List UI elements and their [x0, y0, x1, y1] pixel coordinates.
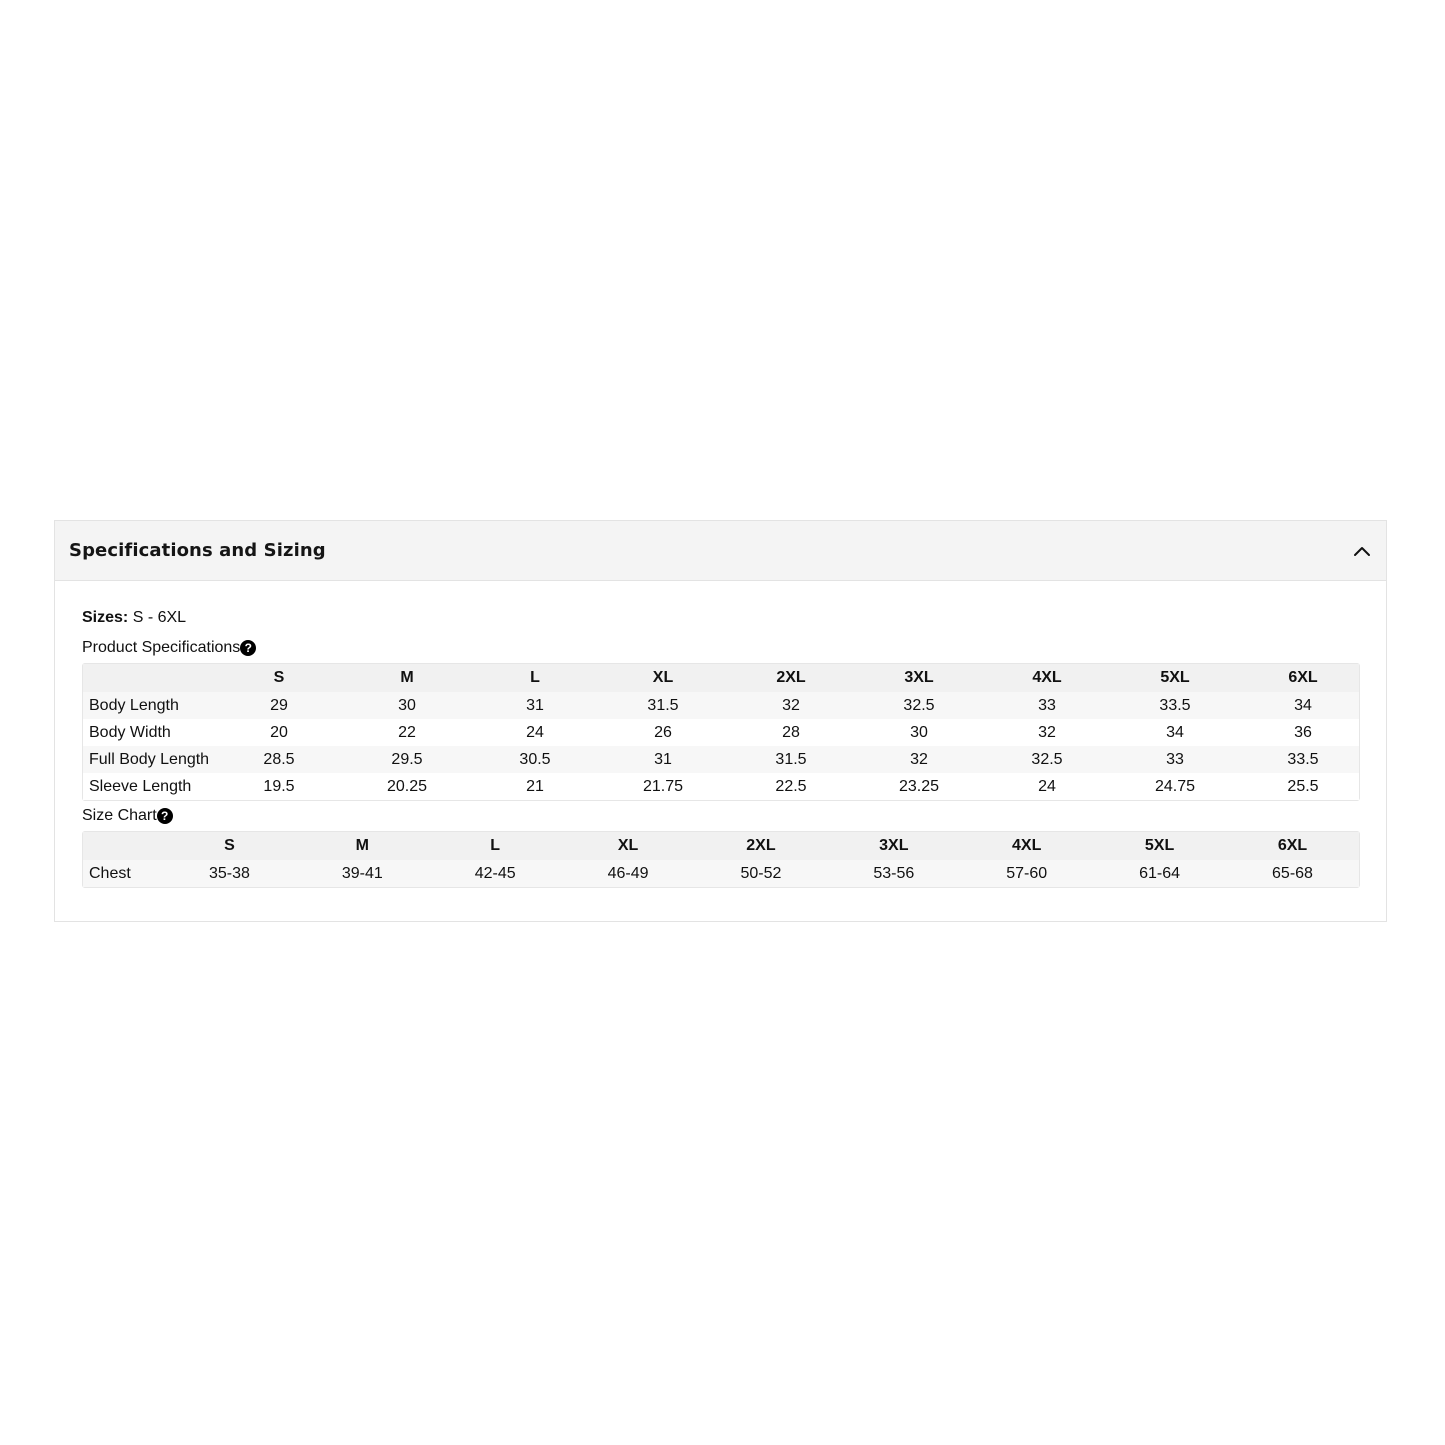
table-cell: 30: [398, 696, 416, 714]
column-header-s: S: [273, 669, 285, 686]
table-cell: 20.25: [386, 777, 428, 795]
accordion-title: Specifications and Sizing: [69, 540, 326, 561]
column-header-s: S: [224, 837, 235, 854]
column-header-6xl: 6XL: [1288, 669, 1318, 686]
row-label: Sleeve Length: [89, 777, 192, 795]
question-circle-icon[interactable]: ?: [240, 640, 256, 656]
column-header-2xl: 2XL: [746, 837, 776, 854]
table-cell: 46-49: [607, 864, 649, 882]
table-cell: 23.25: [898, 777, 940, 795]
table-cell: 21.75: [642, 777, 684, 795]
table-cell: 33.5: [1287, 750, 1319, 768]
table-cell: 34: [1294, 696, 1312, 714]
table-cell: 20: [270, 723, 288, 741]
table-row: [83, 692, 1359, 719]
column-header-4xl: 4XL: [1012, 837, 1042, 854]
table-cell: 31.5: [775, 750, 807, 768]
size-chart-table: [82, 831, 1360, 888]
table-cell: 29: [270, 696, 288, 714]
table-cell: 30.5: [519, 750, 551, 768]
table-cell: 28.5: [263, 750, 295, 768]
sizes-line: [82, 607, 1359, 629]
table-cell: 24: [526, 723, 544, 741]
chevron-up-icon[interactable]: [1352, 541, 1372, 561]
table-cell: 65-68: [1272, 864, 1313, 882]
product-specifications-heading: [82, 637, 1359, 659]
column-header-3xl: 3XL: [879, 837, 909, 854]
table-cell: 32: [910, 750, 928, 768]
column-header-l: L: [530, 669, 540, 686]
table-cell: 33.5: [1159, 696, 1191, 714]
table-cell: 22: [398, 723, 416, 741]
table-cell: 24: [1038, 777, 1056, 795]
column-header-5xl: 5XL: [1144, 837, 1175, 854]
table-corner-cell: [83, 832, 163, 860]
table-cell: 50-52: [740, 864, 782, 882]
table-cell: 33: [1038, 696, 1056, 714]
table-cell: 21: [526, 777, 544, 795]
table-cell: 24.75: [1154, 777, 1196, 795]
column-header-6xl: 6XL: [1277, 837, 1308, 854]
table-row: [83, 719, 1359, 746]
column-header-4xl: 4XL: [1032, 669, 1062, 686]
table-cell: 32: [782, 696, 800, 714]
table-cell: 22.5: [775, 777, 807, 795]
row-label: Body Length: [89, 696, 179, 714]
table-cell: 32.5: [1031, 750, 1063, 768]
table-cell: 35-38: [208, 864, 250, 882]
table-row: [83, 860, 1359, 887]
table-cell: 29.5: [391, 750, 423, 768]
sizes-label: Sizes:: [82, 609, 129, 626]
table-cell: 61-64: [1139, 864, 1181, 882]
table-cell: 32: [1038, 723, 1056, 741]
table-cell: 28: [782, 723, 800, 741]
sizes-value: S - 6XL: [128, 609, 187, 626]
column-header-xl: XL: [652, 669, 674, 686]
specifications-accordion: [54, 520, 1387, 922]
table-row: [83, 773, 1359, 800]
question-circle-icon[interactable]: ?: [157, 808, 173, 824]
accordion-header[interactable]: [55, 521, 1386, 581]
column-header-5xl: 5XL: [1160, 669, 1190, 686]
product-specifications-label: Product Specifications: [82, 639, 241, 656]
table-cell: 19.5: [263, 777, 295, 795]
table-cell: 57-60: [1006, 864, 1048, 882]
table-cell: 25.5: [1287, 777, 1319, 795]
table-header-row: [83, 832, 1359, 860]
column-header-m: M: [400, 669, 414, 686]
row-label: Full Body Length: [89, 750, 210, 768]
table-cell: 53-56: [873, 864, 915, 882]
column-header-l: L: [490, 837, 501, 854]
size-chart-label: Size Chart: [82, 807, 157, 824]
table-cell: 26: [654, 723, 672, 741]
table-cell: 39-41: [341, 864, 383, 882]
column-header-m: M: [355, 837, 369, 854]
table-cell: 34: [1166, 723, 1184, 741]
size-chart-heading: [82, 805, 1359, 827]
table-cell: 31: [526, 696, 544, 714]
column-header-2xl: 2XL: [776, 669, 806, 686]
table-cell: 31: [654, 750, 672, 768]
table-row: [83, 746, 1359, 773]
table-cell: 32.5: [903, 696, 935, 714]
table-cell: 42-45: [474, 864, 516, 882]
table-cell: 36: [1294, 723, 1312, 741]
accordion-body: [55, 581, 1386, 888]
row-label: Chest: [89, 864, 131, 882]
row-label: Body Width: [89, 723, 171, 741]
column-header-xl: XL: [617, 837, 639, 854]
table-cell: 30: [910, 723, 928, 741]
product-specifications-table: [82, 663, 1360, 801]
table-header-row: [83, 664, 1359, 692]
table-cell: 31.5: [647, 696, 679, 714]
table-cell: 33: [1166, 750, 1184, 768]
table-corner-cell: [83, 664, 223, 692]
column-header-3xl: 3XL: [904, 669, 934, 686]
